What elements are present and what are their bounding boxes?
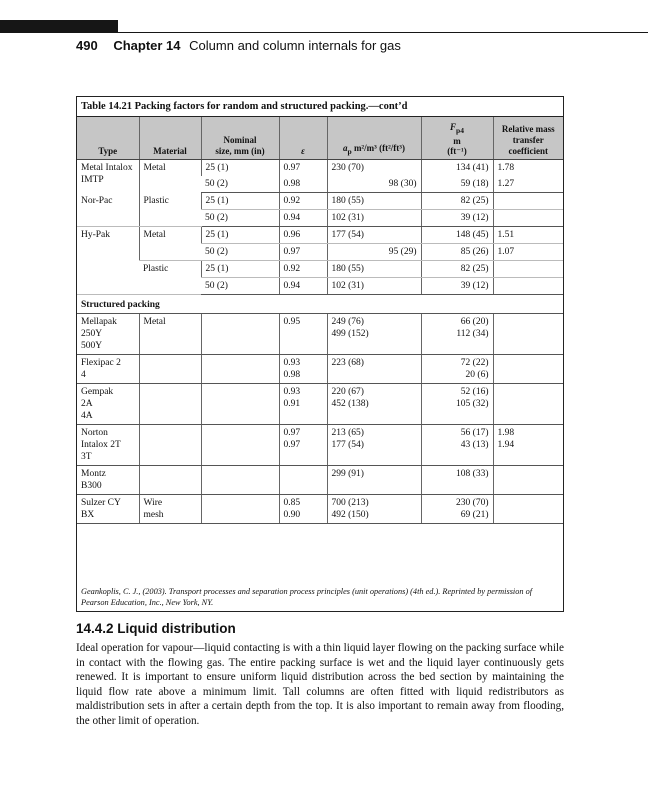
cell-size: 25 (1): [201, 227, 279, 244]
cell-material: Plastic: [139, 193, 201, 227]
col-fp-unit-ft: (ft⁻¹): [447, 146, 467, 156]
col-rel-line2: transfer: [512, 135, 544, 145]
col-fp-symbol: F: [450, 122, 457, 133]
cell-ap: 230 (70): [327, 160, 421, 177]
cell-rel: [493, 425, 563, 466]
cell-ap-line: 220 (67): [331, 387, 364, 397]
cell-type-line: Norton: [81, 428, 108, 438]
cell-fp-line: 112 (34): [456, 329, 489, 339]
cell-epsilon: 0.92: [279, 193, 327, 210]
cell-rel: [493, 278, 563, 295]
cell-material: Metal: [139, 160, 201, 193]
structured-section-row: [77, 295, 563, 314]
page-header: [76, 38, 401, 53]
cell-ap: 102 (31): [327, 210, 421, 227]
cell-fp: 134 (41): [421, 160, 493, 177]
cell-fp-line: 108 (33): [456, 469, 489, 479]
fp-group: [447, 122, 466, 156]
cell-ap: [327, 355, 421, 384]
cell-type-line: 2A: [81, 399, 93, 409]
cell-size: [201, 425, 279, 466]
col-ap-units: m²/m³ (ft²/ft³): [351, 143, 405, 154]
col-nominal-line1: Nominal: [223, 135, 257, 145]
cell-type-line: B300: [81, 481, 102, 491]
cell-material: Plastic: [139, 261, 201, 295]
table-row: [77, 193, 563, 210]
cell-material-line: mesh: [143, 510, 164, 520]
cell-rel: 1.27: [493, 176, 563, 193]
cell-size: 50 (2): [201, 278, 279, 295]
table-row: [77, 384, 563, 425]
cell-type: Hy-Pak: [77, 227, 139, 295]
cell-epsilon-line: 0.95: [283, 317, 301, 327]
cell-epsilon-line: 0.97: [283, 440, 301, 450]
chapter-label: Chapter 14: [113, 38, 181, 53]
cell-fp-line: 72 (22): [460, 358, 489, 368]
table-caption: Table 14.21 Packing factors for random and structured packing.—cont’d: [81, 101, 408, 112]
cell-size: 25 (1): [201, 160, 279, 177]
cell-material: [139, 425, 201, 466]
table-row: [77, 355, 563, 384]
cell-epsilon-line: 0.98: [283, 370, 301, 380]
cell-type-line: 3T: [81, 452, 92, 462]
table-row: [77, 314, 563, 355]
cell-rel: [493, 495, 563, 524]
cell-material: [139, 314, 201, 355]
cell-ap-line: 223 (68): [331, 358, 364, 368]
cell-ap-line: 700 (213): [331, 498, 369, 508]
cell-fp-line: 52 (16): [460, 387, 489, 397]
cell-type-line: 4A: [81, 411, 93, 421]
col-type: Type: [77, 117, 139, 160]
cell-epsilon: [279, 314, 327, 355]
cell-epsilon: [279, 425, 327, 466]
table-row: [77, 495, 563, 524]
cell-type-line: Gempak: [81, 387, 114, 397]
cell-rel: [493, 355, 563, 384]
cell-material: [139, 355, 201, 384]
cell-fp: 85 (26): [421, 244, 493, 261]
cell-size: 50 (2): [201, 176, 279, 193]
cell-type: [77, 425, 139, 466]
cell-rel: [493, 314, 563, 355]
table-row: [77, 261, 563, 278]
cell-epsilon: 0.92: [279, 261, 327, 278]
cell-epsilon: [279, 384, 327, 425]
cell-fp: 148 (45): [421, 227, 493, 244]
cell-size: 25 (1): [201, 261, 279, 278]
cell-type-line: Sulzer CY: [81, 498, 121, 508]
cell-epsilon: 0.98: [279, 176, 327, 193]
cell-material-line: Metal: [143, 317, 166, 327]
cell-fp: [421, 425, 493, 466]
cell-epsilon-line: 0.93: [283, 358, 301, 368]
cell-size: [201, 384, 279, 425]
col-epsilon: [279, 117, 327, 160]
cell-epsilon-line: 0.97: [283, 428, 301, 438]
cell-rel: 1.51: [493, 227, 563, 244]
cell-fp: [421, 355, 493, 384]
col-material: Material: [139, 117, 201, 160]
cell-material-line: Wire: [143, 498, 163, 508]
col-fp-unit-m: m: [453, 136, 461, 146]
cell-type: [77, 355, 139, 384]
cell-epsilon: 0.97: [279, 244, 327, 261]
cell-epsilon-line: 0.91: [283, 399, 301, 409]
header-rule: [118, 32, 648, 33]
cell-ap: 180 (55): [327, 261, 421, 278]
col-rel-line3: coefficient: [508, 146, 548, 156]
packing-factors-table: [77, 117, 563, 524]
cell-ap: 98 (30): [327, 176, 421, 193]
cell-type: [77, 495, 139, 524]
cell-ap: 177 (54): [327, 227, 421, 244]
cell-epsilon-line: 0.90: [283, 510, 301, 520]
cell-type: Metal Intalox IMTP: [81, 163, 133, 185]
col-ap-symbol: a: [343, 143, 348, 154]
cell-epsilon: 0.96: [279, 227, 327, 244]
cell-fp-line: 69 (21): [460, 510, 489, 520]
cell-epsilon: [279, 495, 327, 524]
col-relative-mass-transfer: [493, 117, 563, 160]
col-fp-sub: p: [456, 126, 461, 135]
table-row: [77, 227, 563, 244]
col-fp-sub2: 4: [460, 126, 464, 135]
cell-epsilon-line: 0.85: [283, 498, 301, 508]
cell-rel: [493, 193, 563, 210]
cell-fp: 39 (12): [421, 278, 493, 295]
cell-rel-line: 1.94: [497, 440, 515, 450]
table-footnote: Geankoplis, C. J., (2003). Transport processes and separation process principles (unit operations) (4th ed.). Reprinted by permission of Pearson Education, Inc., New York, NY.: [81, 587, 533, 607]
cell-ap: [327, 384, 421, 425]
table-row: [77, 425, 563, 466]
cell-epsilon: 0.94: [279, 210, 327, 227]
cell-size: [201, 314, 279, 355]
col-fp: [421, 117, 493, 160]
cell-fp: 39 (12): [421, 210, 493, 227]
cell-size: [201, 355, 279, 384]
cell-rel: [493, 384, 563, 425]
cell-size: 25 (1): [201, 193, 279, 210]
cell-ap-line: 249 (76): [331, 317, 364, 327]
cell-fp: [421, 466, 493, 495]
cell-rel: [493, 210, 563, 227]
cell-type-line: Intalox 2T: [81, 440, 121, 450]
cell-type-line: Mellapak: [81, 317, 117, 327]
cell-epsilon: 0.94: [279, 278, 327, 295]
cell-material: [139, 466, 201, 495]
cell-ap-line: 299 (91): [331, 469, 364, 479]
cell-fp: [421, 384, 493, 425]
col-rel-line1: Relative mass: [501, 124, 555, 134]
cell-type: [77, 384, 139, 425]
cell-ap-line: 499 (152): [331, 329, 369, 339]
cell-rel: 1.07: [493, 244, 563, 261]
cell-fp-line: 20 (6): [465, 370, 489, 380]
section-paragraph: Ideal operation for vapour—liquid contacting is with a thin liquid layer flowing on the packing surface while in contact with the flowing gas. The entire packing surface is wet and the liquid layer continuously gets renewed. It is important to ensure uniform liquid distribution across the bed section by maintaining the liquid flow rate above a minimum limit. Tall columns are often fitted with liquid redistributors as maldistribution sets in after a certain depth from the top. It is also important to remain away from flooding, the other limit of operation.: [76, 642, 564, 727]
table-row: [77, 160, 563, 177]
cell-type-line: BX: [81, 510, 95, 520]
cell-ap: [327, 495, 421, 524]
cell-fp-line: 66 (20): [460, 317, 489, 327]
structured-packing-body: [77, 314, 563, 524]
cell-size: [201, 466, 279, 495]
cell-rel: 1.78: [493, 160, 563, 177]
cell-type: Nor-Pac: [77, 193, 139, 227]
cell-fp-line: 43 (13): [460, 440, 489, 450]
cell-fp: [421, 314, 493, 355]
cell-fp: 82 (25): [421, 193, 493, 210]
cell-material: [139, 384, 201, 425]
cell-type-line: 250Y: [81, 329, 103, 339]
cell-rel-line: 1.98: [497, 428, 515, 438]
cell-ap-line: 177 (54): [331, 440, 364, 450]
cell-fp-line: 105 (32): [456, 399, 489, 409]
cell-epsilon: 0.97: [279, 160, 327, 177]
table-row: [77, 466, 563, 495]
cell-fp: 59 (18): [421, 176, 493, 193]
header-bar-dark: [0, 20, 118, 33]
cell-type-line: Montz: [81, 469, 106, 479]
cell-type-line: Flexipac 2: [81, 358, 121, 368]
cell-ap: 95 (29): [327, 244, 421, 261]
cell-ap: [327, 314, 421, 355]
cell-type-line: 500Y: [81, 341, 103, 351]
cell-size: 50 (2): [201, 210, 279, 227]
structured-packing-label: Structured packing: [77, 295, 563, 314]
cell-rel: [493, 466, 563, 495]
col-ap-sub: p: [347, 147, 352, 156]
cell-ap-line: 213 (65): [331, 428, 364, 438]
cell-epsilon: [279, 355, 327, 384]
cell-fp: 82 (25): [421, 261, 493, 278]
col-ap: [327, 117, 421, 160]
cell-ap: [327, 466, 421, 495]
cell-size: 50 (2): [201, 244, 279, 261]
chapter-title: Column and column internals for gas: [189, 38, 401, 53]
packing-table-frame: [76, 96, 564, 612]
cell-type-line: 4: [81, 370, 86, 380]
cell-type: [77, 466, 139, 495]
cell-type: [77, 314, 139, 355]
cell-ap: 102 (31): [327, 278, 421, 295]
col-epsilon-symbol: ε: [301, 146, 305, 156]
cell-epsilon-line: 0.93: [283, 387, 301, 397]
cell-epsilon: [279, 466, 327, 495]
cell-ap-line: 492 (150): [331, 510, 369, 520]
cell-fp: [421, 495, 493, 524]
cell-ap: 180 (55): [327, 193, 421, 210]
section-title: 14.4.2 Liquid distribution: [76, 621, 236, 636]
cell-fp-line: 230 (70): [456, 498, 489, 508]
cell-rel: [493, 261, 563, 278]
col-nominal-size: [201, 117, 279, 160]
cell-ap: [327, 425, 421, 466]
page-number: 490: [76, 38, 98, 53]
table-header-row: [77, 117, 563, 160]
cell-material: Metal: [139, 227, 201, 261]
cell-material: [139, 495, 201, 524]
col-nominal-line2: size, mm (in): [215, 146, 265, 156]
cell-fp-line: 56 (17): [460, 428, 489, 438]
cell-ap-line: 452 (138): [331, 399, 369, 409]
cell-size: [201, 495, 279, 524]
random-packing-body: [77, 160, 563, 314]
